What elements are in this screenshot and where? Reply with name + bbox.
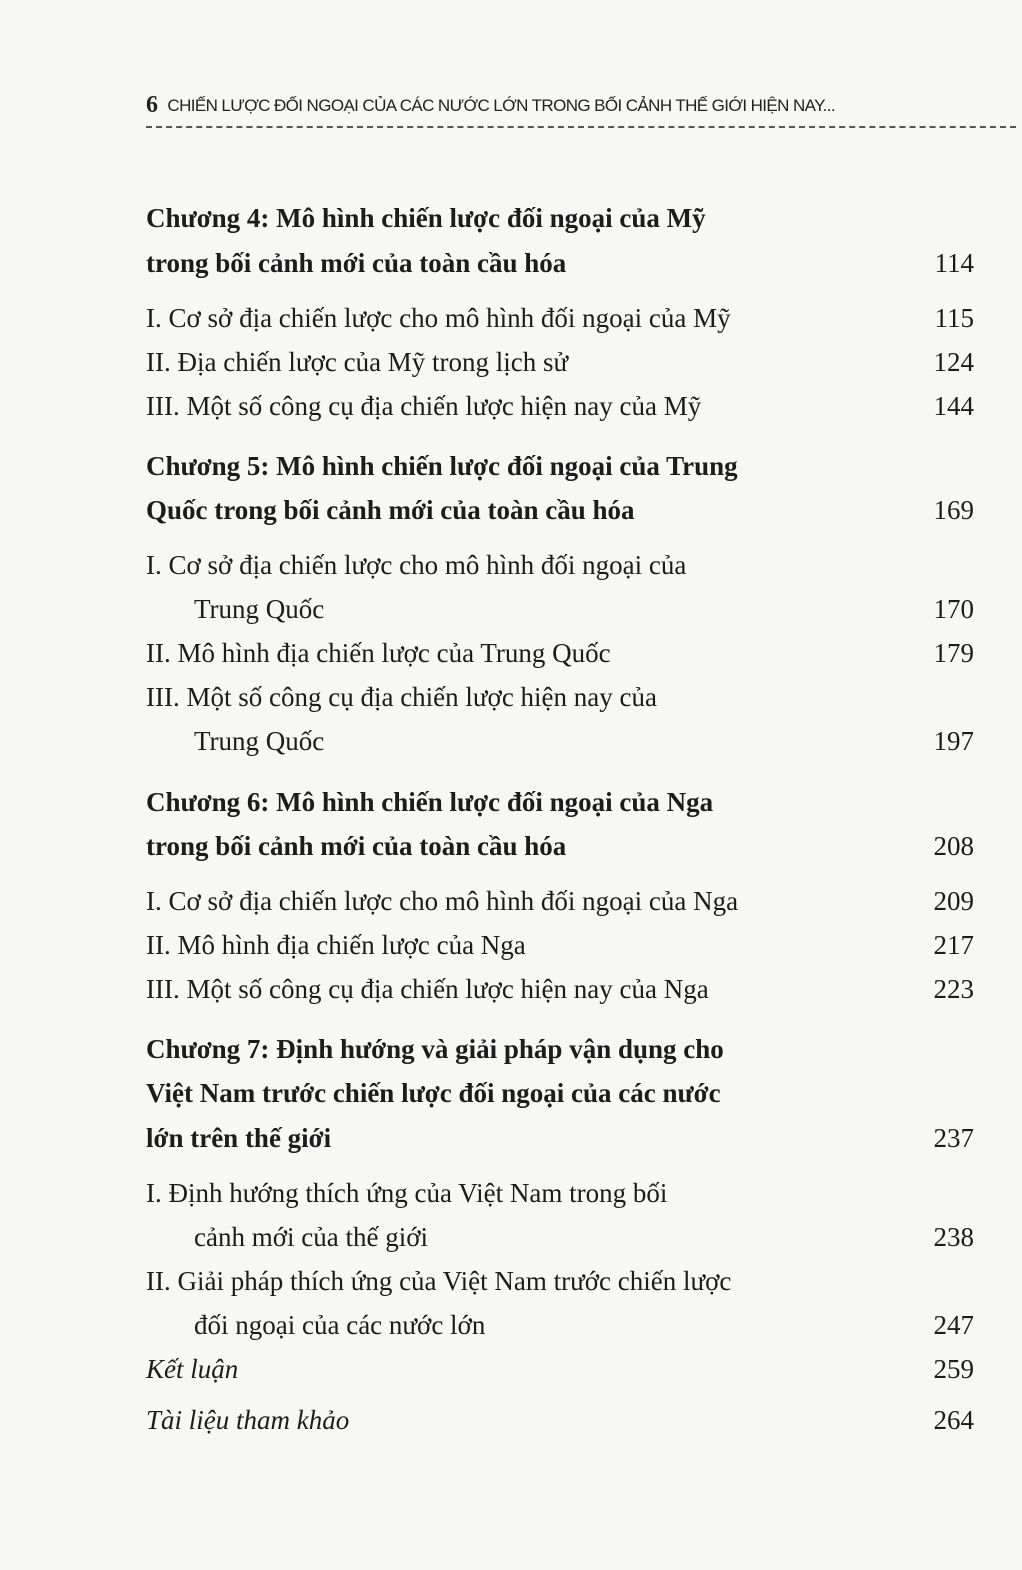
toc-ch5-item-2: II. Mô hình địa chiến lược của Trung Quốc 179 <box>146 638 974 668</box>
toc-ch7-page: 237 <box>933 1123 974 1153</box>
header-rule <box>146 126 1016 128</box>
toc-ch4-item-2: II. Địa chiến lược của Mỹ trong lịch sử 124 <box>146 347 974 377</box>
toc-ch6-line1: Chương 6: Mô hình chiến lược đối ngoại của Nga <box>146 787 714 817</box>
toc-ch7-line1: Chương 7: Định hướng và giải pháp vận dụng cho <box>146 1034 724 1064</box>
toc-ch7-item-1-line1: I. Định hướng thích ứng của Việt Nam trong bối <box>146 1178 668 1208</box>
toc-ch6-item-1: I. Cơ sở địa chiến lược cho mô hình đối ngoại của Nga 209 <box>146 886 974 916</box>
toc-ch4-item-1: I. Cơ sở địa chiến lược cho mô hình đối ngoại của Mỹ 115 <box>146 303 974 333</box>
toc-ch5-page: 169 <box>933 495 974 525</box>
toc-ch4-item-3: III. Một số công cụ địa chiến lược hiện nay của Mỹ 144 <box>146 391 974 421</box>
toc-references: Tài liệu tham khảo 264 <box>146 1405 974 1435</box>
toc-ch5-line2: Quốc trong bối cảnh mới của toàn cầu hóa 169 <box>146 490 974 530</box>
toc-ch4-line2: trong bối cảnh mới của toàn cầu hóa 114 <box>146 243 974 283</box>
toc-ch7-line3: lớn trên thế giới 237 <box>146 1118 974 1158</box>
running-title: CHIẾN LƯỢC ĐỐI NGOẠI CỦA CÁC NƯỚC LỚN TRONG BỐI CẢNH THẾ GIỚI HIỆN NAY... <box>167 96 836 115</box>
toc-ch4-line1: Chương 4: Mô hình chiến lược đối ngoại của Mỹ <box>146 203 706 233</box>
running-header <box>146 92 835 119</box>
toc-ch7-item-1-line2: cảnh mới của thế giới 238 <box>194 1222 974 1252</box>
toc-ch6-line2: trong bối cảnh mới của toàn cầu hóa 208 <box>146 826 974 866</box>
toc-ch5-item-3-line2: Trung Quốc 197 <box>194 726 974 756</box>
toc-ch6-item-3: III. Một số công cụ địa chiến lược hiện nay của Nga 223 <box>146 974 974 1004</box>
toc-ch5-item-1-line2: Trung Quốc 170 <box>194 594 974 624</box>
toc-conclusion: Kết luận 259 <box>146 1354 974 1384</box>
toc-ch5-line1: Chương 5: Mô hình chiến lược đối ngoại của Trung <box>146 451 738 481</box>
toc-ch7-line2: Việt Nam trước chiến lược đối ngoại của các nước <box>146 1078 721 1108</box>
toc-ch5-item-1-line1: I. Cơ sở địa chiến lược cho mô hình đối ngoại của <box>146 550 687 580</box>
toc-ch6-item-2: II. Mô hình địa chiến lược của Nga 217 <box>146 930 974 960</box>
toc-ch4-page: 114 <box>934 248 974 278</box>
toc-ch6-page: 208 <box>933 831 974 861</box>
toc-ch7-item-2-line1: II. Giải pháp thích ứng của Việt Nam trước chiến lược <box>146 1266 732 1296</box>
page-number: 6 <box>146 92 158 118</box>
toc-ch7-item-2-line2: đối ngoại của các nước lớn 247 <box>194 1310 974 1340</box>
toc-ch5-item-3-line1: III. Một số công cụ địa chiến lược hiện nay của <box>146 682 657 712</box>
